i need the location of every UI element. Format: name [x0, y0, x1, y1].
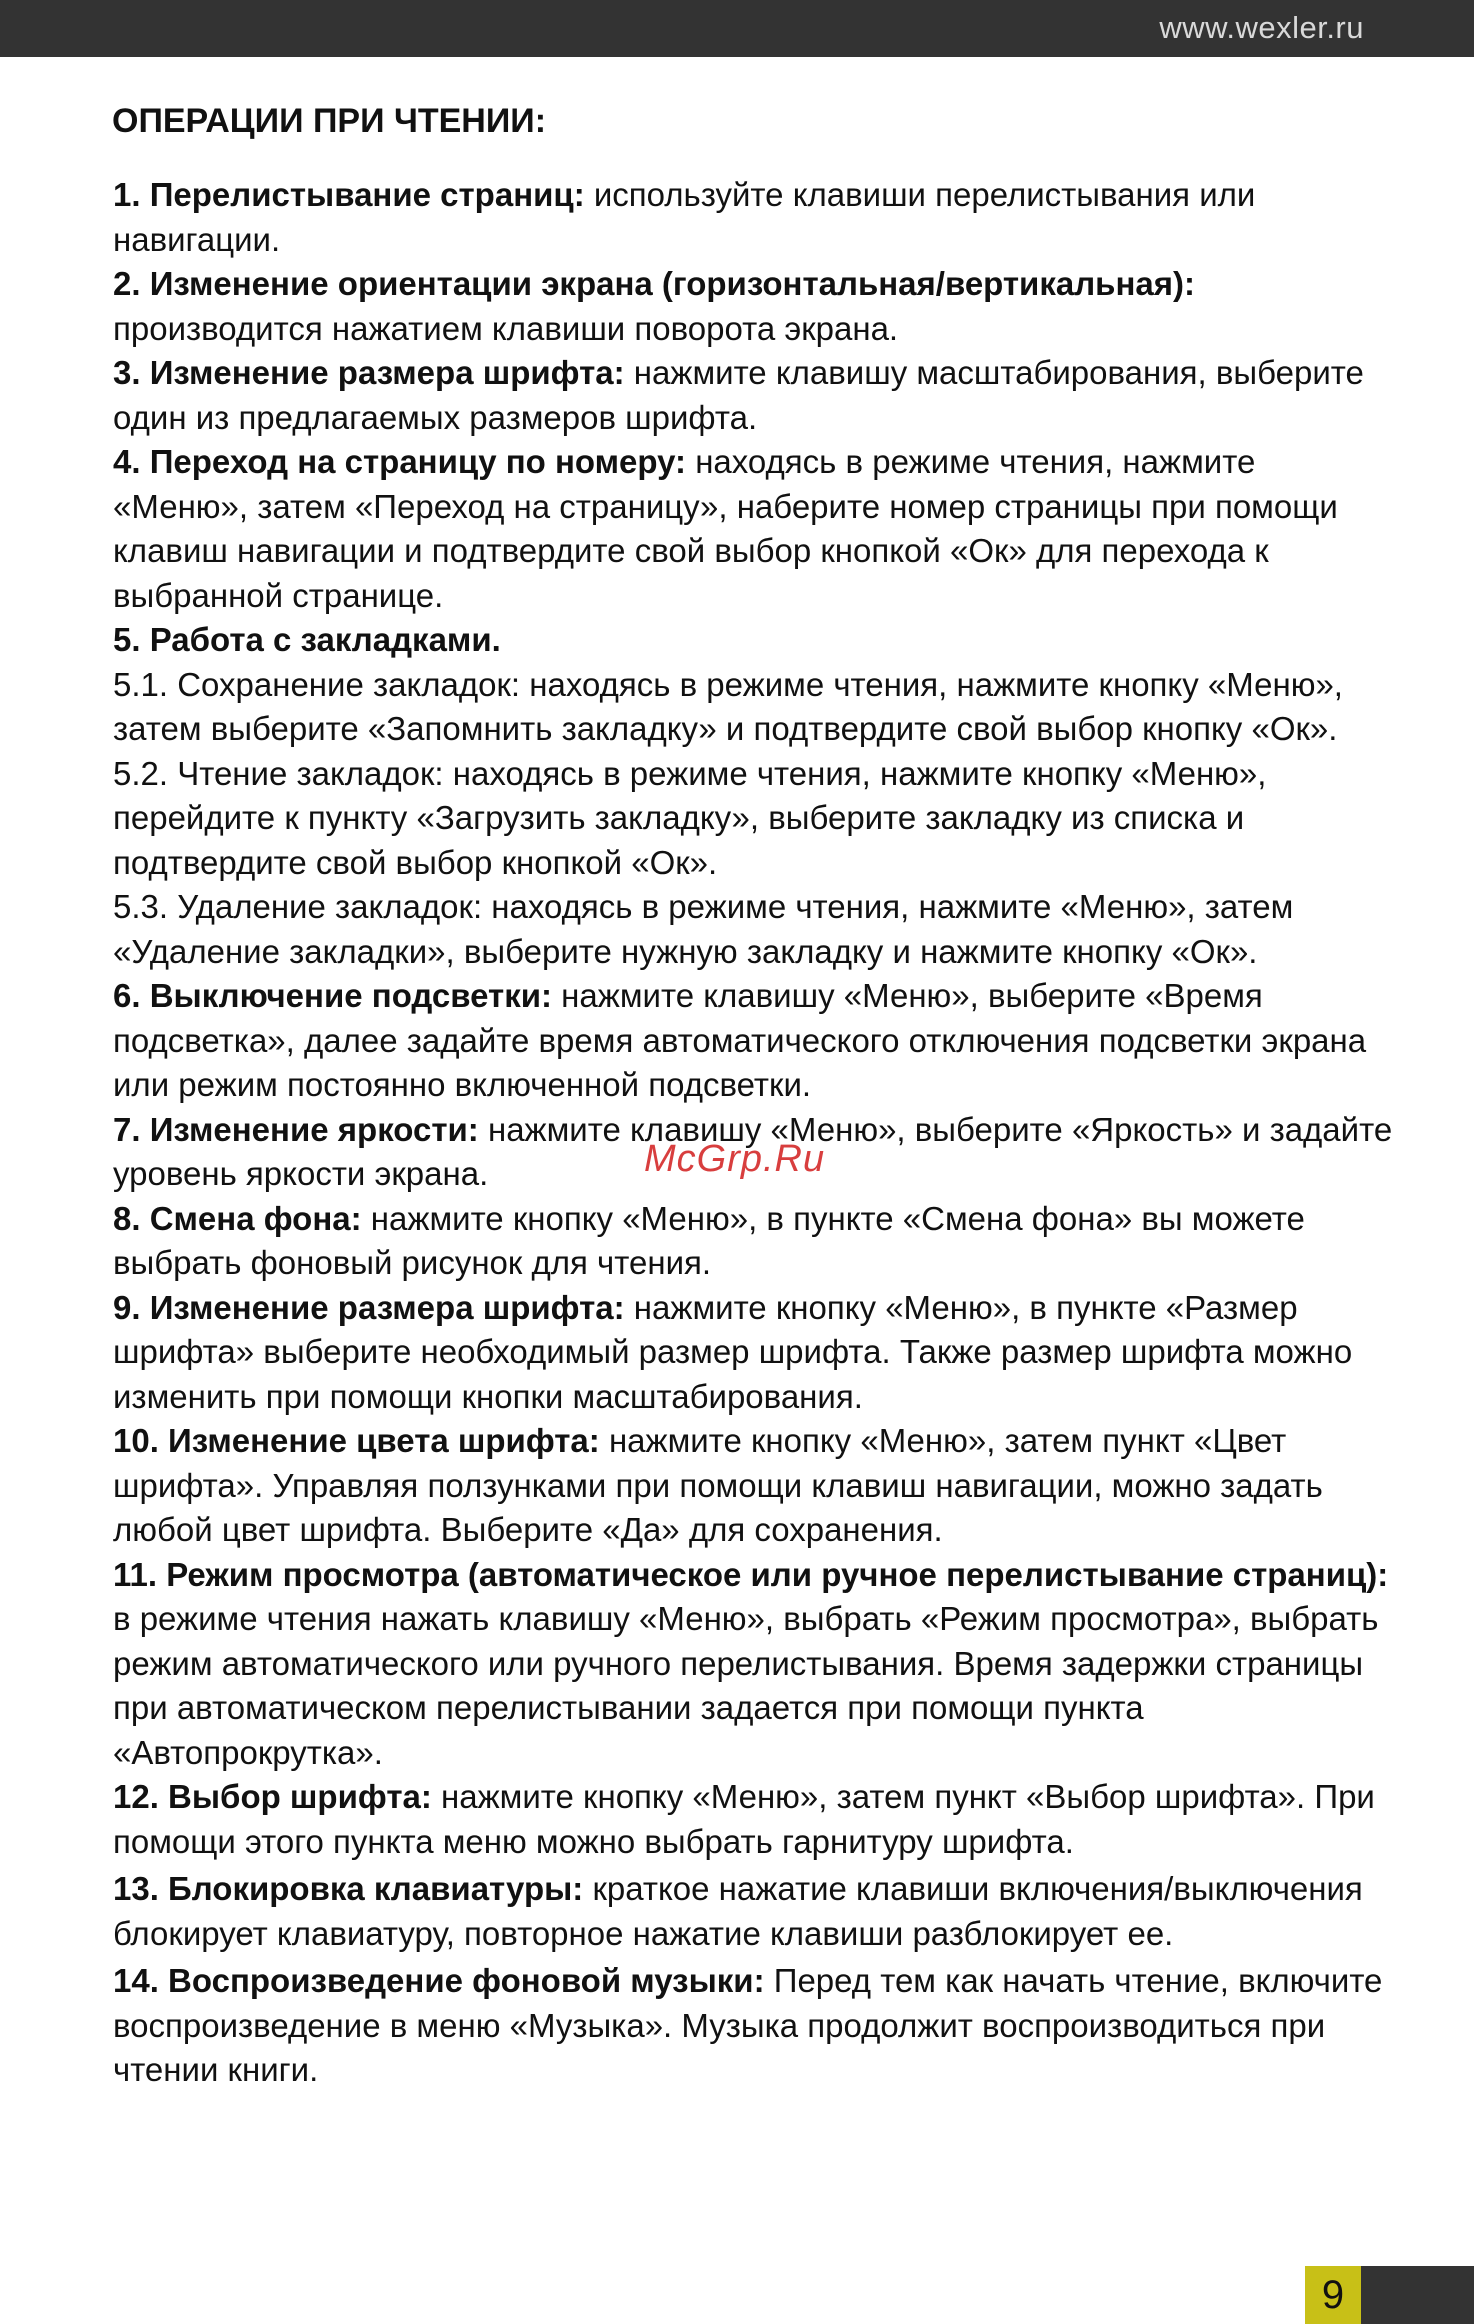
footer-bar: [1361, 2266, 1474, 2324]
list-item: [113, 663, 1393, 752]
list-item: [113, 1286, 1393, 1420]
item-text: нажмите кнопку «Меню», затем пункт «Цвет шрифта». Управляя ползунками при помощи клавиш навигации, можно задать любой цвет шрифта. Выберите «Да» для сохранения.: [113, 1422, 1323, 1548]
item-title: 7. Изменение яркости:: [113, 1110, 479, 1148]
instructions-list: [113, 173, 1393, 2093]
item-text: нажмите кнопку «Меню», в пункте «Смена фона» вы можете выбрать фоновый рисунок для чтения.: [113, 1199, 1305, 1281]
watermark: McGrp.Ru: [644, 1138, 826, 1180]
list-item: [113, 1553, 1393, 1776]
item-title: 1. Перелистывание страниц:: [113, 176, 585, 213]
item-title: 4. Переход на страницу по номеру:: [113, 443, 687, 480]
list-item: [113, 262, 1393, 351]
item-text: 5.1. Сохранение закладок: находясь в режиме чтения, нажмите кнопку «Меню», затем выберите «Запомнить закладку» и подтвердите свой выбор кнопку «Ок».: [113, 665, 1343, 747]
item-title: 2. Изменение ориентации экрана (горизонтальная/вертикальная):: [113, 265, 1195, 302]
list-item: [113, 1867, 1393, 1956]
list-item: [113, 1197, 1393, 1286]
header-bar: [0, 0, 1474, 57]
item-text: 5.3. Удаление закладок: находясь в режиме чтения, нажмите «Меню», затем «Удаление закладки», выберите нужную закладку и нажмите кнопку «Ок».: [113, 888, 1294, 970]
page-title: ОПЕРАЦИИ ПРИ ЧТЕНИИ:: [112, 102, 547, 140]
item-title: 14. Воспроизведение фоновой музыки:: [113, 1962, 765, 1999]
list-item: [113, 974, 1393, 1108]
item-title: 6. Выключение подсветки:: [113, 977, 553, 1014]
item-text: нажмите клавишу «Меню», выберите «Время подсветка», далее задайте время автоматического отключения подсветки экрана или режим постоянно включенной подсветки.: [113, 977, 1367, 1103]
item-title: 10. Изменение цвета шрифта:: [113, 1422, 600, 1459]
item-title: 11. Режим просмотра (автоматическое или ручное перелистывание страниц):: [113, 1555, 1389, 1593]
list-item: [113, 440, 1393, 618]
item-text: краткое нажатие клавиши включения/выключения блокирует клавиатуру, повторное нажатие клавиши разблокирует ее.: [113, 1870, 1363, 1952]
list-item: [113, 752, 1393, 886]
item-text: нажмите клавишу масштабирования, выберите один из предлагаемых размеров шрифта.: [113, 354, 1364, 436]
item-text: используйте клавиши перелистывания или навигации.: [113, 176, 1256, 258]
list-item: [113, 173, 1393, 262]
item-title: 8. Смена фона:: [113, 1199, 362, 1237]
list-item: [113, 351, 1393, 440]
item-title: 13. Блокировка клавиатуры:: [113, 1870, 584, 1907]
list-item: [113, 885, 1393, 974]
list-item: [113, 1959, 1393, 2093]
item-title: 9. Изменение размера шрифта:: [113, 1288, 625, 1326]
item-text: в режиме чтения нажать клавишу «Меню», выбрать «Режим просмотра», выбрать режим автоматического или ручного перелистывания. Время задержки страницы при автоматическом перелистывании задается при помощи пункта «Автопрокрутка».: [113, 1600, 1379, 1771]
list-item: [113, 1775, 1393, 1864]
item-title: 3. Изменение размера шрифта:: [113, 354, 625, 391]
item-text: 5.2. Чтение закладок: находясь в режиме чтения, нажмите кнопку «Меню», перейдите к пункту «Загрузить закладку», выберите закладку из списка и подтвердите свой выбор кнопкой «Ок».: [113, 754, 1267, 881]
item-text: нажмите клавишу «Меню», выберите «Яркость» и задайте уровень яркости экрана.: [113, 1110, 1393, 1192]
item-text: нажмите кнопку «Меню», в пункте «Размер шрифта» выберите необходимый размер шрифта. Также размер шрифта можно изменить при помощи кнопки масштабирования.: [113, 1288, 1353, 1415]
item-text: находясь в режиме чтения, нажмите «Меню», затем «Переход на страницу», наберите номер страницы при помощи клавиш навигации и подтвердите свой выбор кнопкой «Ок» для перехода к выбранной странице.: [113, 443, 1338, 614]
site-url: www.wexler.ru: [1159, 10, 1364, 45]
page-number: 9: [1305, 2266, 1361, 2324]
item-text: Перед тем как начать чтение, включите воспроизведение в меню «Музыка». Музыка продолжит воспроизводиться при чтении книги.: [113, 1962, 1383, 2088]
list-item: [113, 1419, 1393, 1553]
item-text: нажмите кнопку «Меню», затем пункт «Выбор шрифта». При помощи этого пункта меню можно выбрать гарнитуру шрифта.: [113, 1778, 1375, 1860]
item-title: 12. Выбор шрифта:: [113, 1778, 432, 1815]
list-item: [113, 618, 1393, 663]
item-title: 5. Работа с закладками.: [113, 621, 501, 658]
item-text: производится нажатием клавиши поворота экрана.: [113, 309, 899, 347]
